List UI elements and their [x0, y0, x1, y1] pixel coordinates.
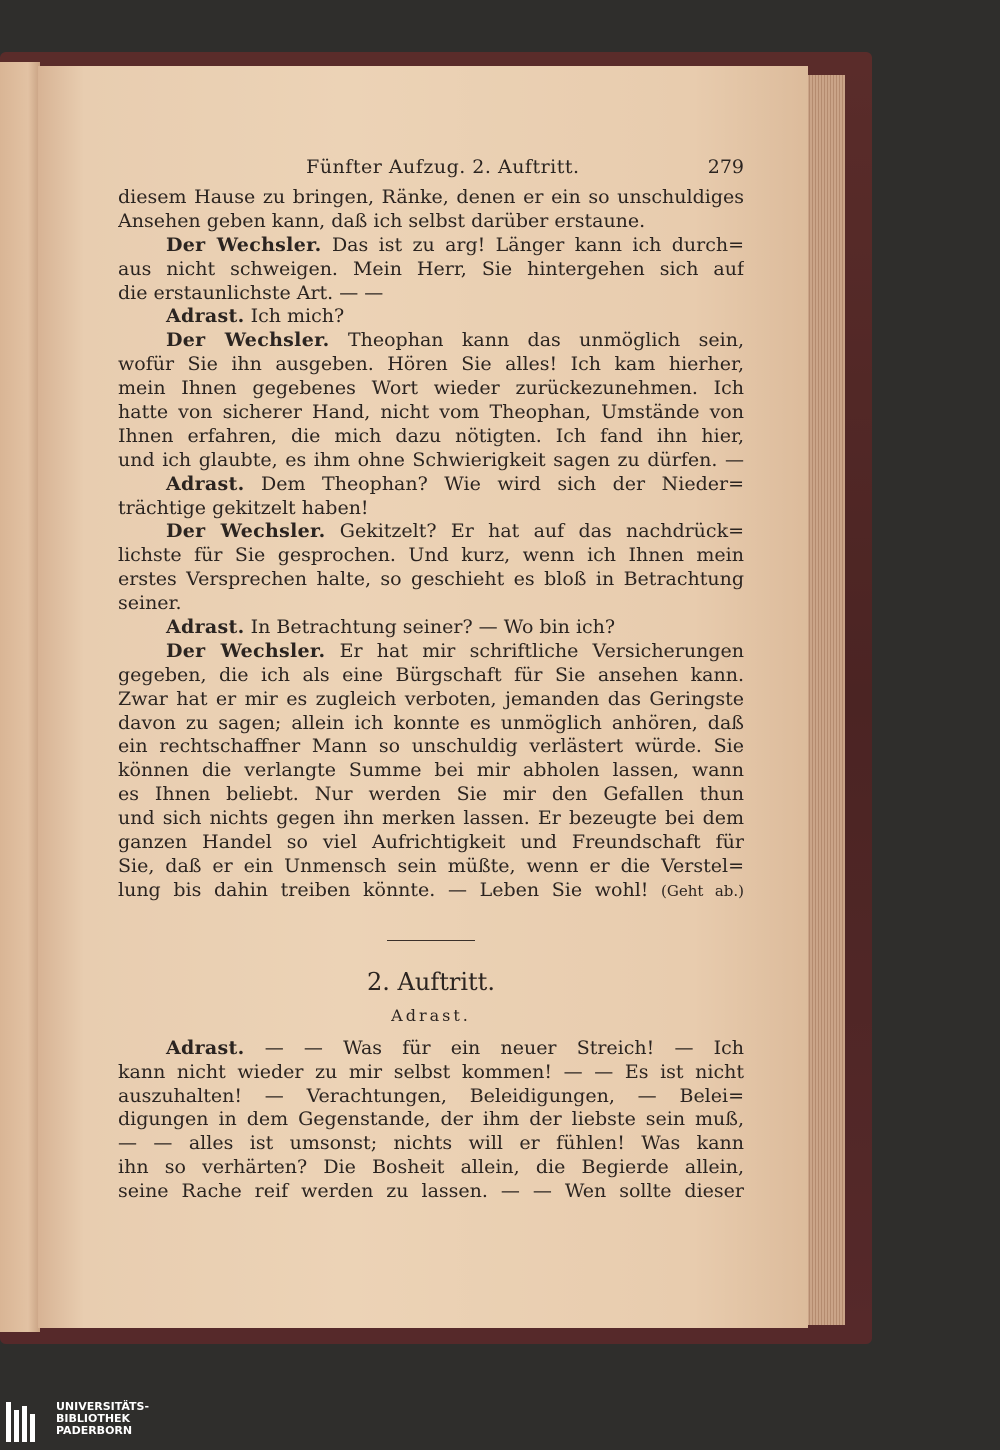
body-text-scene-2: [118, 1037, 744, 1204]
speaker-name: Adrast.: [166, 616, 245, 639]
line-text: ein rechtschaffner Mann so unschuldig verlästert würde. Sie: [118, 735, 744, 758]
line-text: kann nicht wieder zu mir selbst kommen! — — Es ist nicht: [118, 1060, 744, 1083]
page-number: 279: [707, 156, 744, 178]
library-logo: [0, 1398, 160, 1450]
text-line: [118, 1061, 744, 1085]
text-line: [118, 1037, 744, 1061]
text-line: [118, 353, 744, 377]
line-text: aus nicht schweigen. Mein Herr, Sie hintergehen sich auf: [118, 257, 744, 280]
line-text: — — Was für ein neuer Streich! — Ich: [244, 1036, 744, 1059]
text-block: [118, 154, 744, 1204]
line-text: wofür Sie ihn ausgeben. Hören Sie alles! Ich kam hierher,: [118, 353, 744, 376]
text-line: [118, 783, 744, 807]
line-text: Zwar hat er mir es zugleich verboten, jemanden das Geringste: [118, 687, 744, 710]
text-line: [118, 807, 744, 831]
text-line: [118, 210, 744, 234]
text-line: [118, 1108, 744, 1132]
line-text: Sie, daß er ein Unmensch sein müßte, wenn er die Verstel=: [118, 854, 744, 877]
text-line: [118, 1085, 744, 1109]
text-line: [118, 688, 744, 712]
text-line: [118, 1132, 744, 1156]
line-text: lung bis dahin treiben könnte. — Leben Sie wohl!: [118, 878, 662, 901]
text-line: [118, 879, 744, 903]
line-text: Ich mich?: [244, 305, 345, 328]
line-text: die erstaunlichste Art. — —: [118, 281, 384, 304]
scene-heading: 2. Auftritt.: [367, 967, 495, 996]
speaker-name: Adrast.: [166, 472, 245, 495]
text-line: [118, 664, 744, 688]
text-line: [118, 568, 744, 592]
library-logo-text: [56, 1398, 149, 1437]
line-text: können die verlangte Summe bei mir abholen lassen, wann: [118, 759, 744, 782]
library-name-line: UNIVERSITÄTS-: [56, 1400, 150, 1413]
text-line: [118, 735, 744, 759]
text-line: [118, 592, 744, 616]
line-text: auszuhalten! — Verachtungen, Beleidigungen, — Belei=: [118, 1084, 744, 1107]
line-text: lichste für Sie gesprochen. Und kurz, wenn ich Ihnen mein: [118, 544, 744, 567]
line-text: Ihnen erfahren, die mich dazu nötigten. Ich fand ihn hier,: [118, 424, 744, 447]
section-divider: [387, 940, 475, 941]
book-page: [38, 66, 808, 1328]
line-text: mein Ihnen gegebenes Wort wieder zurückezunehmen. Ich: [118, 377, 744, 400]
text-line: [118, 282, 744, 306]
text-line: [118, 258, 744, 282]
line-text: digungen in dem Gegenstande, der ihm der liebste sein muß,: [118, 1108, 744, 1131]
line-text: gegeben, die ich als eine Bürgschaft für Sie ansehen kann.: [118, 663, 744, 686]
left-page-edge: [0, 62, 40, 1332]
stage-direction: (Geht ab.): [661, 881, 744, 900]
library-name-line: PADERBORN: [56, 1424, 133, 1437]
line-text: seiner.: [118, 592, 182, 615]
line-text: erstes Versprechen halte, so geschieht es bloß in Betrachtung: [118, 568, 744, 591]
text-line: [118, 329, 744, 353]
line-text: trächtige gekitzelt haben!: [118, 496, 369, 519]
speaker-name: Adrast.: [166, 1036, 245, 1059]
line-text: ganzen Handel so viel Aufrichtigkeit und Freundschaft für: [118, 831, 744, 854]
text-line: [118, 401, 744, 425]
text-line: [118, 1156, 744, 1180]
text-line: [118, 377, 744, 401]
text-line: [118, 1180, 744, 1204]
library-name-line: BIBLIOTHEK: [56, 1412, 131, 1425]
line-text: Theophan kann das unmöglich sein,: [329, 329, 744, 352]
text-line: [118, 616, 744, 640]
speaker-name: Der Wechsler.: [166, 329, 330, 352]
line-text: seine Rache reif werden zu lassen. — — Wen sollte dieser: [118, 1180, 744, 1203]
line-text: — — alles ist umsonst; nichts will er fühlen! Was kann: [118, 1132, 744, 1155]
body-text: [118, 186, 744, 903]
line-text: und sich nichts gegen ihn merken lassen. Er bezeugte bei dem: [118, 807, 744, 830]
line-text: Gekitzelt? Er hat auf das nachdrück=: [325, 520, 744, 543]
running-head: [118, 154, 744, 180]
line-text: Das ist zu arg! Länger kann ich durch=: [321, 233, 744, 256]
scene-cast: Adrast.: [391, 1005, 471, 1025]
line-text: diesem Hause zu bringen, Ränke, denen er ein so unschuldiges: [118, 186, 744, 208]
text-line: [118, 759, 744, 783]
text-line: [118, 855, 744, 879]
text-line: [118, 186, 744, 210]
line-text: und ich glaubte, es ihm ohne Schwierigkeit sagen zu dürfen. —: [118, 448, 744, 471]
line-text: ihn so verhärten? Die Bosheit allein, die Begierde allein,: [118, 1156, 744, 1179]
line-text: In Betrachtung seiner? — Wo bin ich?: [244, 616, 616, 639]
text-line: [118, 544, 744, 568]
text-line: [118, 497, 744, 521]
line-text: Dem Theophan? Wie wird sich der Nieder=: [244, 472, 744, 495]
text-line: [118, 831, 744, 855]
text-line: [118, 234, 744, 258]
line-text: hatte von sicherer Hand, nicht vom Theophan, Umstände von: [118, 401, 744, 424]
line-text: Ansehen geben kann, daß ich selbst darüber erstaune.: [118, 209, 646, 232]
text-line: [118, 640, 744, 664]
line-text: es Ihnen beliebt. Nur werden Sie mir den Gefallen thun: [118, 783, 744, 806]
speaker-name: Der Wechsler.: [166, 520, 326, 543]
text-line: [118, 712, 744, 736]
text-line: [118, 425, 744, 449]
library-logo-mark: [0, 1398, 56, 1450]
text-line: [118, 520, 744, 544]
speaker-name: Der Wechsler.: [166, 233, 322, 256]
text-line: [118, 305, 744, 329]
text-line: [118, 473, 744, 497]
speaker-name: Adrast.: [166, 305, 245, 328]
text-line: [118, 449, 744, 473]
running-title: Fünfter Aufzug. 2. Auftritt.: [306, 156, 580, 178]
line-text: davon zu sagen; allein ich konnte es unmöglich anhören, daß: [118, 711, 744, 734]
line-text: Er hat mir schriftliche Versicherungen: [325, 639, 744, 662]
speaker-name: Der Wechsler.: [166, 639, 326, 662]
